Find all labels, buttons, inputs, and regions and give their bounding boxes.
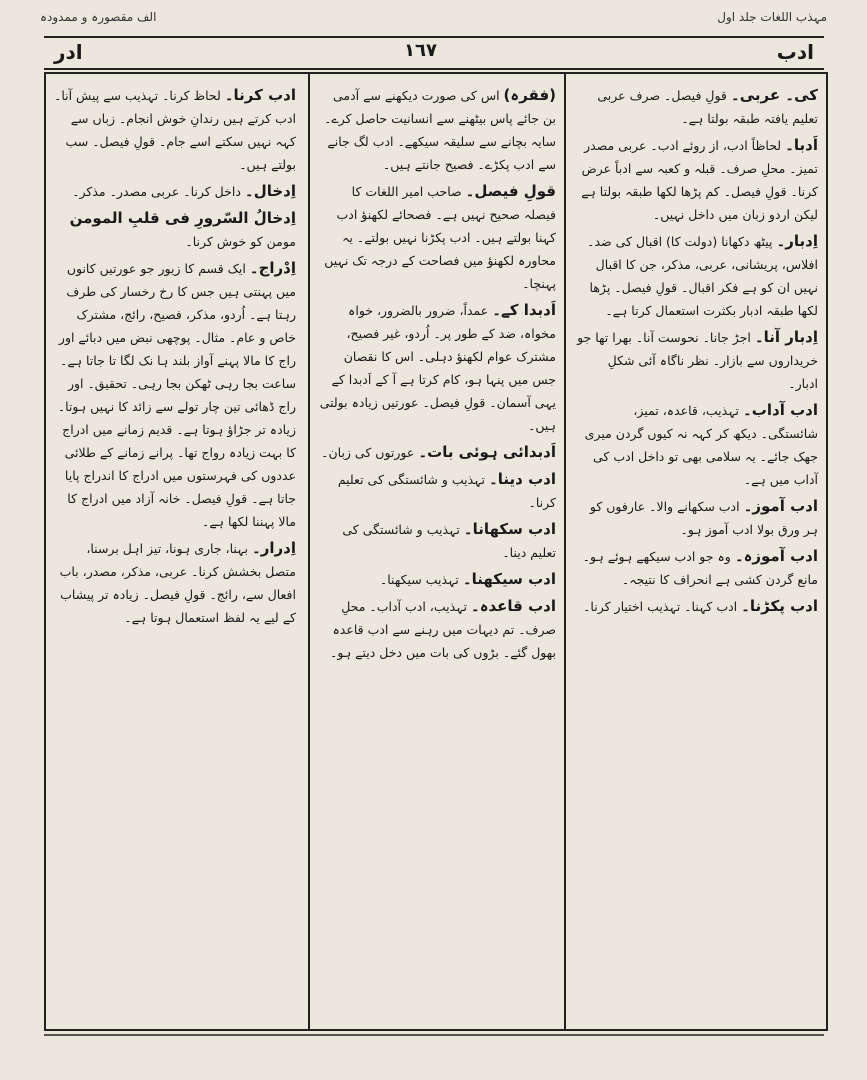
entry-headword: قولِ فیصل۔ bbox=[465, 182, 556, 200]
dictionary-entry bbox=[576, 495, 818, 541]
entry-definition: عورتوں کی زبان۔ bbox=[321, 445, 415, 460]
entry-definition: لحاظ کرنا۔ تہذیب سے پیش آنا۔ ادب کرتے ہیں رندانِ خوش انجام۔ زباں سے کہہ نہیں سکتے اسے جام۔ قولِ فیصل۔ سب بولتے ہیں۔ bbox=[54, 88, 296, 172]
dictionary-entry bbox=[576, 230, 818, 322]
entry-definition: قولِ فیصل۔ صرف عربی تعلیم یافتہ طبقہ بولتا ہے۔ bbox=[597, 88, 818, 126]
entry-definition: تہذیب سیکھنا۔ bbox=[379, 572, 459, 587]
dictionary-entry bbox=[318, 84, 556, 176]
dictionary-entry bbox=[54, 180, 296, 203]
dictionary-entry bbox=[54, 537, 296, 629]
entry-headword: اِدخالُ السّرورِ فی قلبِ المومن bbox=[69, 209, 296, 227]
entry-definition: صاحب امیر اللغات کا فیصلہ صحیح نہیں ہے۔ فصحائے لکھنؤ ادب کہنا بولتے ہیں۔ ادب پکڑنا نہیں بولتے۔ یہ محاورہ لکھنؤ میں فصاحت کے درجہ تک نہیں پہنچا۔ bbox=[324, 184, 556, 291]
headline-bar bbox=[44, 36, 824, 70]
entry-definition: وہ جو ادب سیکھے ہوئے ہو۔ مانع گردن کشی ہے انحراف کا نتیجہ۔ bbox=[582, 549, 818, 587]
entry-headword: ادب دینا۔ bbox=[488, 470, 556, 488]
dictionary-entry bbox=[54, 257, 296, 533]
entry-headword: ادب سیکھنا۔ bbox=[462, 570, 556, 588]
dictionary-entry bbox=[318, 180, 556, 295]
entry-headword: اَدبا۔ bbox=[785, 136, 818, 154]
entry-definition: ادب سکھانے والا۔ عارفوں کو ہر ورق بولا ادب آموز ہو۔ bbox=[589, 499, 818, 537]
entry-definition: مومن کو خوش کرنا۔ bbox=[185, 234, 296, 249]
entry-headword: اِدْراج۔ bbox=[249, 259, 296, 277]
entry-headword: اَدبدا کے۔ bbox=[492, 301, 556, 319]
entry-headword: ادب آموزہ۔ bbox=[734, 547, 818, 565]
dictionary-entry bbox=[54, 207, 296, 253]
running-head bbox=[0, 4, 867, 30]
entry-definition: اس کی صورت دیکھنے سے آدمی بن جائے پاس بیٹھنے سے انسانیت حاصل کرے۔ سایہ بچانے سے سلیقہ سیکھے۔ ادب لگ جانے سے ادب پکڑے۔ فصیح جانتے ہیں۔ bbox=[324, 88, 556, 172]
dictionary-entry bbox=[576, 399, 818, 491]
entry-headword: اِدرار۔ bbox=[251, 539, 296, 557]
entry-headword: ادب سکھانا۔ bbox=[463, 520, 556, 538]
entry-headword: اِدبار آنا۔ bbox=[754, 328, 818, 346]
column-right bbox=[568, 74, 826, 1029]
dictionary-entry bbox=[576, 326, 818, 395]
entry-definition: تہذیب، ادب آداب۔ محلِ صرف۔ تم دیہات میں رہنے سے ادب قاعدہ بھول گئے۔ بڑوں کی بات میں دخل دیتے ہو۔ bbox=[330, 599, 556, 660]
dictionary-entry bbox=[576, 595, 818, 618]
entry-headword: اَدبدائی ہوئی بات۔ bbox=[418, 443, 556, 461]
page-number: ١٦٧ bbox=[404, 40, 437, 61]
entry-headword: ادب آداب۔ bbox=[743, 401, 818, 419]
entry-definition: تہذیب و شائستگی کی تعلیم کرنا۔ bbox=[337, 472, 556, 510]
column-left bbox=[46, 74, 304, 1029]
dictionary-entry bbox=[54, 84, 296, 176]
guide-word-left: ادر bbox=[54, 40, 83, 64]
entry-definition: اجڑ جانا۔ نحوست آنا۔ بھرا تھا جو خریداروں سے بازار۔ نظر ناگاہ آئی شکلِ ادبار۔ bbox=[577, 330, 818, 391]
entry-headword: ادب آموز۔ bbox=[743, 497, 818, 515]
entry-definition: ایک قسم کا زیور جو عورتیں کانوں میں پہنتی ہیں جس کا رخ رخسار کی طرف رہتا ہے۔ اُردو، مذکر، فصیح، رائج، مشترک خاص و عام۔ مثال۔ پوچھی نبض میں دبائے اور راج کا مالا پہنے آواز بلند ہا نک لگا تا جاتا ہے۔ ساعت بجا رہی ٹھکن بجا رہی۔ تحقیق۔ اور راج ڈھائی تین چار تولے سے زائد کا نہیں ہوتا۔ زیادہ تر جڑاؤ ہوتا ہے۔ قدیم زمانے میں ادراج کا بہت زیادہ رواج تھا۔ پرانے زمانے کے طلائی عددوں کی فہرستوں میں ادراج کا اندراج پایا جاتا ہے۔ قولِ فیصل۔ خانہ آزاد میں ادراج کا مالا پہننا لکھا ہے۔ bbox=[57, 261, 296, 529]
entry-definition: بہنا، جاری ہونا، تیز اہل برسنا، متصل بخشش کرنا۔ عربی، مذکر، مصدر، باب افعال سے، رائج۔ قولِ فیصل۔ زیادہ تر پیشاب کے لیے یہ لفظ استعمال ہوتا ہے۔ bbox=[59, 541, 296, 625]
entry-definition: لحاظاً ادب، از روئے ادب۔ عربی مصدر تمیز۔ محلِ صرف۔ قبلہ و کعبہ سے ادباً عرض کرنا۔ قولِ فیصل۔ کم پڑھا لکھا طبقہ بولتا ہے لیکن اردو زبان میں داخل نہیں۔ bbox=[581, 138, 818, 222]
dictionary-entry bbox=[576, 134, 818, 226]
entry-headword: ادب کرنا۔ bbox=[224, 86, 296, 104]
dictionary-entry bbox=[318, 595, 556, 664]
dictionary-entry bbox=[318, 441, 556, 464]
dictionary-entry bbox=[318, 518, 556, 564]
entry-definition: تہذیب و شائستگی کی تعلیم دینا۔ bbox=[342, 522, 556, 560]
guide-word-right: ادب bbox=[776, 40, 814, 64]
dictionary-entry bbox=[576, 545, 818, 591]
entry-headword: کی۔ عربی۔ bbox=[730, 86, 818, 104]
entry-definition: داخل کرنا۔ عربی مصدر۔ مذکر۔ bbox=[72, 184, 241, 199]
dictionary-entry bbox=[576, 84, 818, 130]
running-head-left: الف مقصورہ و ممدودہ bbox=[40, 10, 157, 24]
entry-headword: ادب پکڑنا۔ bbox=[741, 597, 818, 615]
entry-definition: ادب کہنا۔ تہذیب اختیار کرنا۔ bbox=[583, 599, 738, 614]
running-head-right: مہذب اللغات جلد اول bbox=[717, 10, 827, 24]
column-middle bbox=[308, 74, 566, 1029]
dictionary-entry bbox=[318, 468, 556, 514]
columns-frame bbox=[44, 72, 828, 1031]
entry-definition: تہذیب، قاعدہ، تمیز، شائستگی۔ دیکھ کر کہہ نہ کیوں گردن میری جھک جائے۔ یہ سلامی بھی تو داخل ادب کی آداب میں ہے۔ bbox=[584, 403, 818, 487]
dictionary-entry bbox=[318, 568, 556, 591]
entry-headword: ادب قاعدہ۔ bbox=[470, 597, 556, 615]
entry-headword: اِدخال۔ bbox=[244, 182, 296, 200]
entry-headword: اِدبار۔ bbox=[776, 232, 818, 250]
entry-definition: عمداً، ضرور بالضرور، خواہ مخواہ، ضد کے طور پر۔ اُردو، غیر فصیح، مشترک عوام لکھنؤ دہلی۔ اس کا نقصان جس میں پنہا ہو، کام کرتا ہے آ کے اَدبدا کے یہی آسمان۔ قولِ فیصل۔ عورتیں زیادہ بولتی ہیں۔ bbox=[319, 303, 556, 433]
dictionary-entry bbox=[318, 299, 556, 437]
entry-definition: پیٹھ دکھانا (دولت کا) اقبال کی ضد۔ افلاس، پریشانی، عربی، مذکر، جن کا اقبال نہیں ان کو ہے فکر اقبال۔ قولِ فیصل۔ پڑھا لکھا طبقہ ادبار بکثرت استعمال کرتا ہے۔ bbox=[587, 234, 818, 318]
entry-headword: (فقرہ) bbox=[503, 86, 556, 104]
bottom-rule bbox=[44, 1034, 824, 1036]
